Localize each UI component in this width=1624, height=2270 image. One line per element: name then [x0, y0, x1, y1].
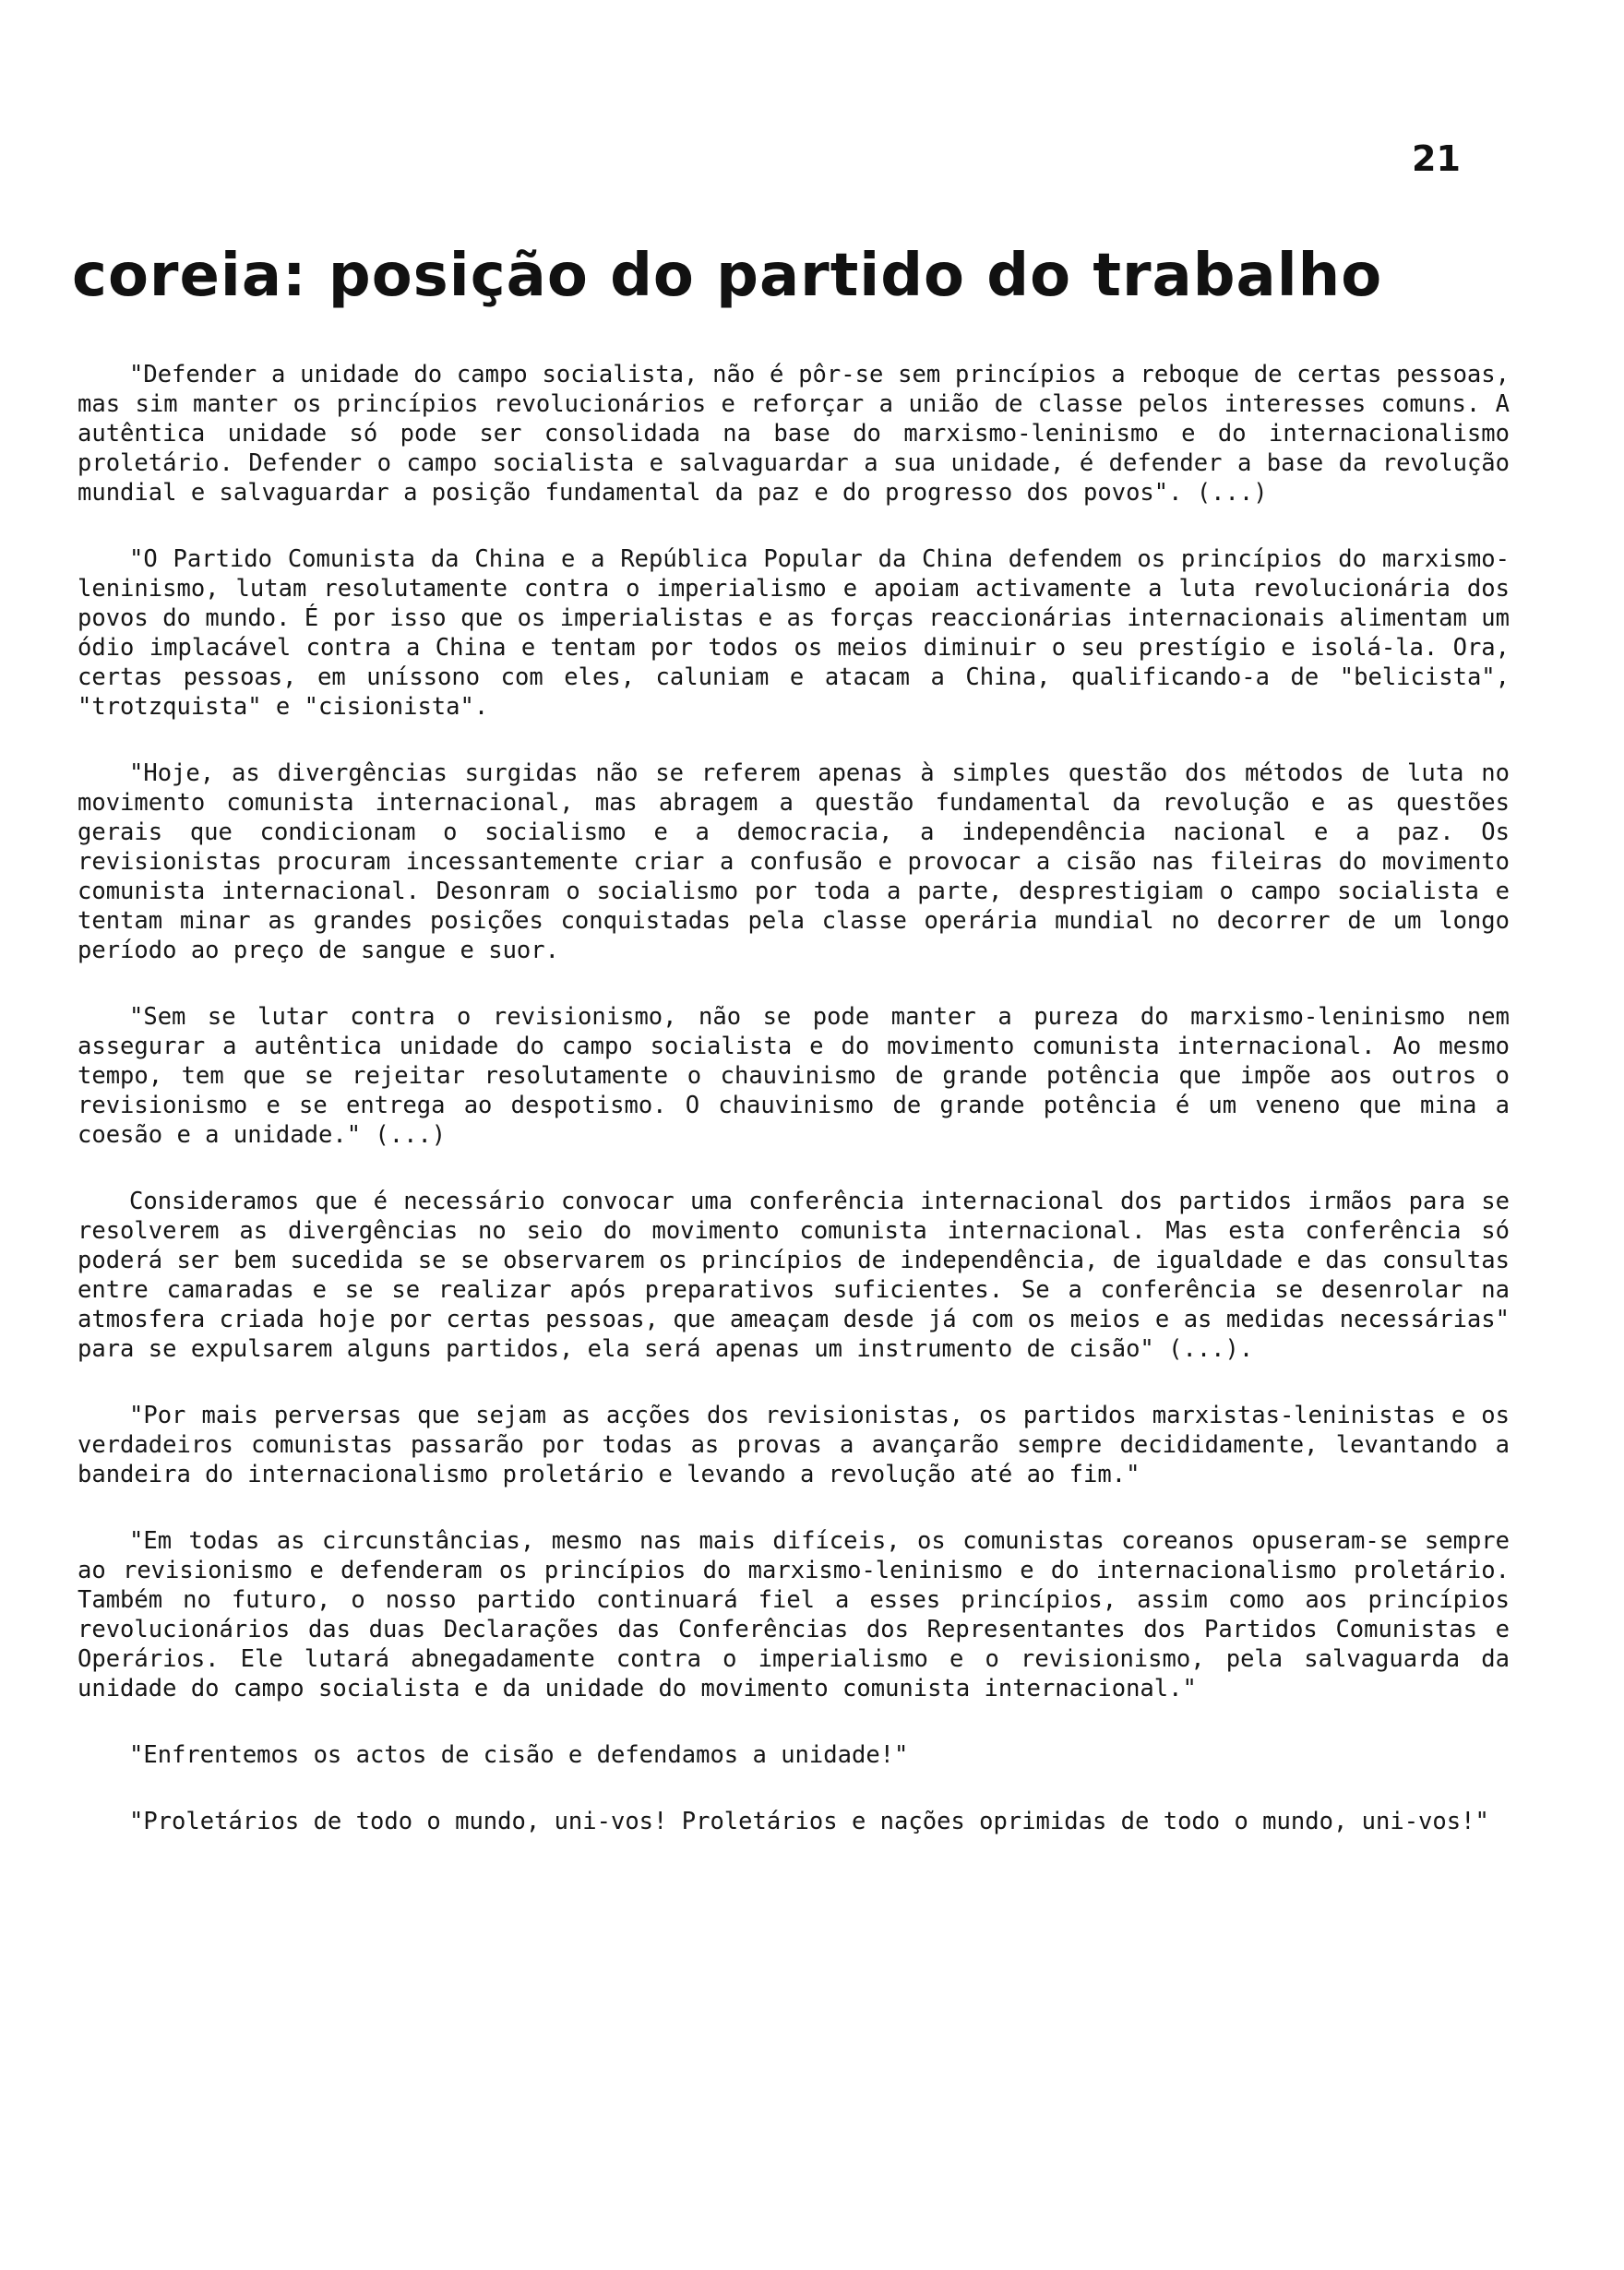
paragraph: "Sem se lutar contra o revisionismo, não se pode manter a pureza do marxismo-leninismo nem assegurar a autêntica unidade do campo socialista e do movimento comunista internacional. Ao mesmo tempo, tem que se rejeitar resolutamente o chauvinismo de grande potência que impõe aos outros o revisionismo e se entrega ao despotismo. O chauvinismo de grande potência é um veneno que mina a coesão e a unidade." (...)	[78, 1003, 1510, 1149]
paragraph: "Hoje, as divergências surgidas não se referem apenas à simples questão dos métodos de luta no movimento comunista internacional, mas abragem a questão fundamental da revolução e as questões gerais que condicionam o socialismo e a democracia, a independência nacional e a paz. Os revisionistas procuram incessantemente criar a confusão e provocar a cisão nas fileiras do movimento comunista internacional. Desonram o socialismo por toda a parte, desprestigiam o campo socialista e tentam minar as grandes posições conquistadas pela classe operária mundial no decorrer de um longo período ao preço de sangue e suor.	[78, 759, 1510, 964]
paragraph: "Enfrentemos os actos de cisão e defendamos a unidade!"	[129, 1741, 909, 1769]
paragraph: "Em todas as circunstâncias, mesmo nas mais difíceis, os comunistas coreanos opuseram-se sempre ao revisionismo e defenderam os princípios do marxismo-leninismo e do internacionalismo proletário. Também no futuro, o nosso partido continuará fiel a esses princípios, assim como aos princípios revolucionários das duas Declarações das Conferências dos Representantes dos Partidos Comunistas e Operários. Ele lutará abnegadamente contra o imperialismo e o revisionismo, pela salvaguarda da unidade do campo socialista e da unidade do movimento comunista internacional."	[78, 1527, 1510, 1702]
paragraph: "Defender a unidade do campo socialista, não é pôr-se sem princípios a reboque de certas pessoas, mas sim manter os princípios revolucionários e reforçar a união de classe pelos interesses comuns. A autêntica unidade só pode ser consolidada na base do marxismo-leninismo e do internacionalismo proletário. Defender o campo socialista e salvaguardar a sua unidade, é defender a base da revolução mundial e salvaguardar a posição fundamental da paz e do progresso dos povos". (...)	[78, 361, 1510, 507]
paragraph: "O Partido Comunista da China e a República Popular da China defendem os princípios do marxismo-leninismo, lutam resolutamente contra o imperialismo e apoiam activamente a luta revolucionária dos povos do mundo. É por isso que os imperialistas e as forças reaccionárias internacionais alimentam um ódio implacável contra a China e tentam por todos os meios diminuir o seu prestígio e isolá-la. Ora, certas pessoas, em uníssono com eles, caluniam e atacam a China, qualificando-a de "belicista", "trotzquista" e "cisionista".	[78, 545, 1510, 721]
paragraph: "Por mais perversas que sejam as acções dos revisionistas, os partidos marxistas-leninistas e os verdadeiros comunistas passarão por todas as provas a avançarão sempre decididamente, levantando a bandeira do internacionalismo proletário e levando a revolução até ao fim."	[78, 1402, 1510, 1488]
article-body	[78, 360, 1510, 1873]
paragraph: "Proletários de todo o mundo, uni-vos! Proletários e nações oprimidas de todo o mundo, uni-vos!"	[129, 1808, 1489, 1835]
paragraph: Consideramos que é necessário convocar uma conferência internacional dos partidos irmãos para se resolverem as divergências no seio do movimento comunista internacional. Mas esta conferência só poderá ser bem sucedida se se observarem os princípios de independência, de igualdade e das consultas entre camaradas e se se realizar após preparativos suficientes. Se a conferência se desenrolar na atmosfera criada hoje por certas pessoas, que ameaçam desde já com os meios e as medidas necessárias" para se expulsarem alguns partidos, ela será apenas um instrumento de cisão" (...).	[78, 1188, 1510, 1363]
article-title: coreia: posição do partido do trabalho	[72, 242, 1383, 310]
page-number: 21	[1412, 138, 1461, 179]
